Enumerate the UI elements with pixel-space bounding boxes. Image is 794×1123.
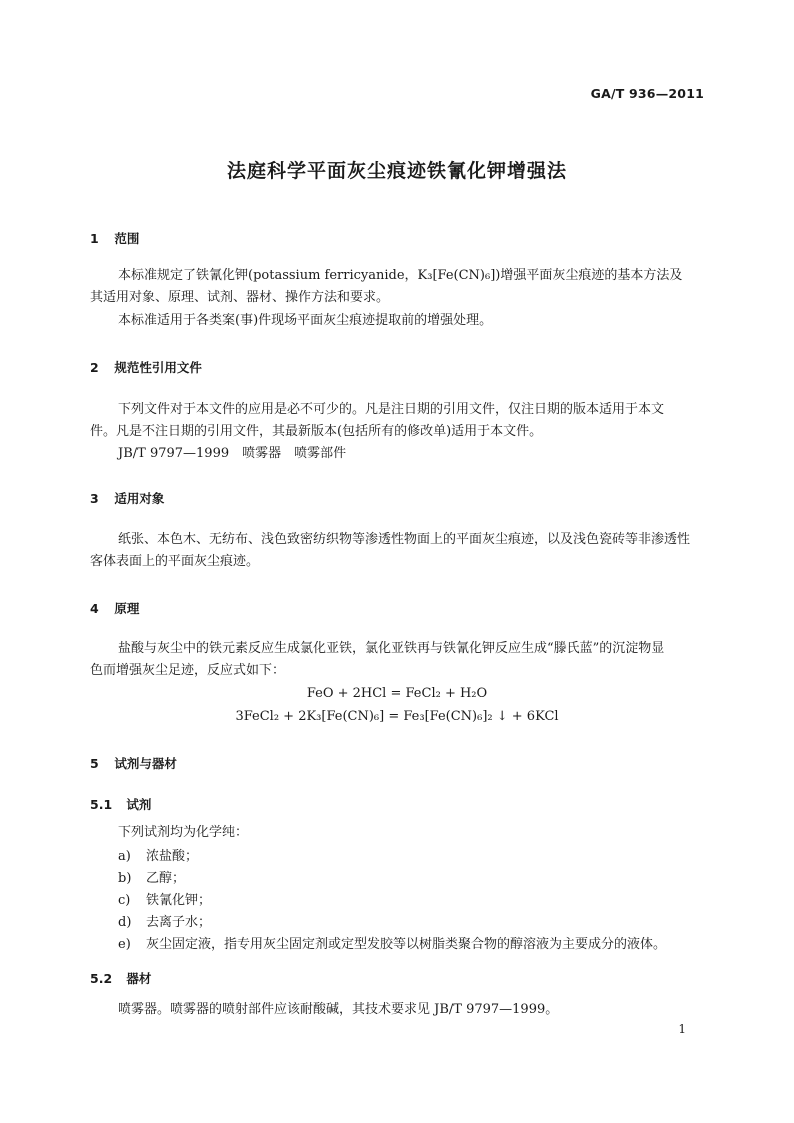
section-3-heading xyxy=(90,489,164,507)
subsection-number: 5.1 xyxy=(90,797,113,812)
list-marker: c) xyxy=(118,893,131,908)
paragraph-line: 色而增强灰尘足迹，反应式如下： xyxy=(90,663,286,678)
paragraph-line: 盐酸与灰尘中的铁元素反应生成氯化亚铁，氯化亚铁再与铁氰化钾反应生成“滕氏蓝”的沉淀物显 xyxy=(118,641,665,656)
paragraph-line: 客体表面上的平面灰尘痕迹。 xyxy=(90,554,260,569)
list-marker: a) xyxy=(118,849,131,864)
subsection-title: 器材 xyxy=(126,971,152,986)
paragraph-line: 本标准适用于各类案(事)件现场平面灰尘痕迹提取前的增强处理。 xyxy=(118,313,493,328)
list-item-text: 浓盐酸； xyxy=(146,849,199,864)
paragraph-line: 喷雾器。喷雾器的喷射部件应该耐酸碱，其技术要求见 JB/T 9797—1999。 xyxy=(118,1002,559,1017)
list-intro: 下列试剂均为化学纯： xyxy=(118,825,249,840)
list-item xyxy=(118,913,211,933)
paragraph-line: 件。凡是不注日期的引用文件，其最新版本(包括所有的修改单)适用于本文件。 xyxy=(90,424,543,439)
section-5-heading xyxy=(90,754,177,772)
paragraph-line: 本标准规定了铁氰化钾(potassium ferricyanide，K₃[Fe(CN)₆])增强平面灰尘痕迹的基本方法及 xyxy=(118,268,683,283)
paragraph-line: 下列文件对于本文件的应用是必不可少的。凡是注日期的引用文件，仅注日期的版本适用于本文 xyxy=(118,402,665,417)
list-marker: b) xyxy=(118,871,132,886)
list-item-text: 灰尘固定液，指专用灰尘固定剂或定型发胶等以树脂类聚合物的醇溶液为主要成分的液体。 xyxy=(146,937,667,952)
standard-code: GA/T 936—2011 xyxy=(590,86,704,101)
section-number: 5 xyxy=(90,756,99,771)
subsection-number: 5.2 xyxy=(90,971,113,986)
chemical-equation: 3FeCl₂ + 2K₃[Fe(CN)₆] = Fe₃[Fe(CN)₆]₂ ↓ + 6KCl xyxy=(235,709,559,724)
list-item-text: 铁氰化钾； xyxy=(146,893,212,908)
section-1-heading xyxy=(90,229,139,247)
page-number: 1 xyxy=(678,1022,686,1036)
section-4-heading xyxy=(90,599,139,617)
subsection-5-2-heading xyxy=(90,969,151,987)
list-item-text: 乙醇； xyxy=(146,871,186,886)
section-title: 适用对象 xyxy=(114,491,165,506)
section-title: 范围 xyxy=(114,231,140,246)
section-title: 规范性引用文件 xyxy=(114,360,202,375)
section-number: 2 xyxy=(90,360,99,375)
list-item-text: 去离子水； xyxy=(146,915,212,930)
paragraph-line: 其适用对象、原理、试剂、器材、操作方法和要求。 xyxy=(90,290,390,305)
section-number: 4 xyxy=(90,601,99,616)
list-marker: d) xyxy=(118,915,132,930)
section-number: 1 xyxy=(90,231,99,246)
subsection-5-1-heading xyxy=(90,795,151,813)
section-number: 3 xyxy=(90,491,99,506)
subsection-title: 试剂 xyxy=(126,797,152,812)
document-title: 法庭科学平面灰尘痕迹铁氰化钾增强法 xyxy=(226,160,567,182)
section-2-heading xyxy=(90,358,202,376)
list-item xyxy=(118,891,211,911)
section-title: 原理 xyxy=(114,601,140,616)
list-marker: e) xyxy=(118,937,131,952)
normative-reference: JB/T 9797—1999 喷雾器 喷雾部件 xyxy=(118,446,347,461)
list-item xyxy=(118,869,185,889)
section-title: 试剂与器材 xyxy=(114,756,177,771)
paragraph-line: 纸张、本色木、无纺布、浅色致密纺织物等渗透性物面上的平面灰尘痕迹，以及浅色瓷砖等非渗透性 xyxy=(118,532,691,547)
list-item xyxy=(118,935,666,955)
chemical-equation: FeO + 2HCl = FeCl₂ + H₂O xyxy=(306,686,488,701)
list-item xyxy=(118,847,198,867)
